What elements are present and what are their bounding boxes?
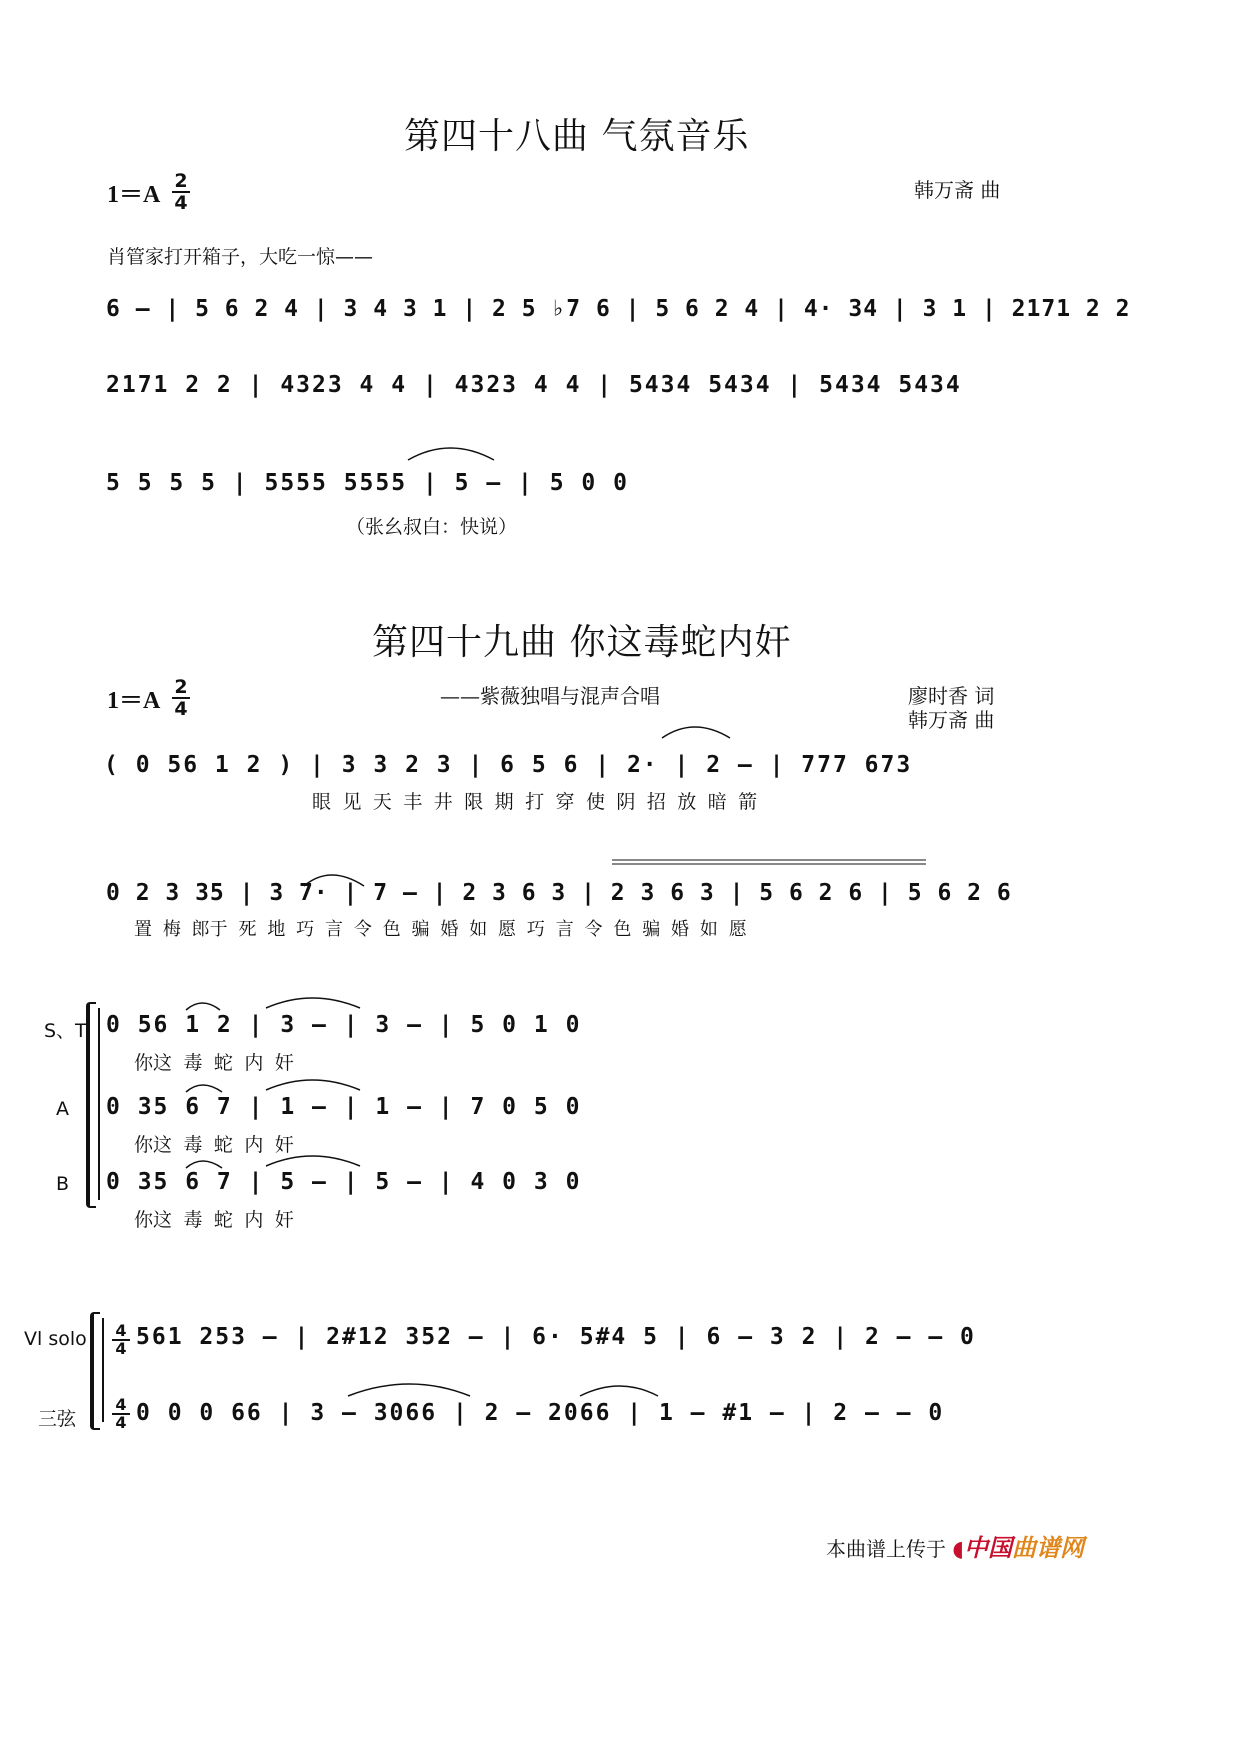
piece48-stage-note: 肖管家打开箱子，大吃一惊——: [107, 246, 374, 268]
slur-a-1: [186, 1085, 222, 1092]
site-logo-text-a: 中国: [963, 1534, 1012, 1562]
time-numerator: 4: [115, 1395, 127, 1414]
piece49-title: 第四十九曲 你这毒蛇内奸: [372, 622, 792, 663]
time-denominator: 4: [115, 1339, 127, 1358]
slur-49-a: [662, 727, 730, 738]
slur-a-2: [266, 1080, 360, 1090]
piece49-subtitle: ——紫薇独唱与混声合唱: [440, 684, 660, 708]
time-numerator: 2: [174, 676, 188, 698]
slur-b-2: [266, 1156, 360, 1166]
piece48-key: 1＝A: [107, 182, 161, 208]
piece49-key: 1＝A: [107, 688, 161, 714]
choir-part-b-notes: 0 35 6 7 | 5 – | 5 – | 4 0 3 0: [106, 1169, 582, 1195]
time-denominator: 4: [174, 192, 188, 214]
piece49-line-2: 0 2 3 35 | 3 7· | 7 – | 2 3 6 3 | 2 3 6 3 | 5 6 2 6 | 5 6 2 6: [106, 880, 1012, 906]
piece48-line-1: 6 – | 5 6 2 4 | 3 4 3 1 | 2 5 ♭7 6 | 5 6 2 4 | 4· 34 | 3 1 | 2171 2 2: [106, 296, 1131, 322]
piece49-line-1: ( 0 56 1 2 ) | 3 3 2 3 | 6 5 6 | 2· | 2 – | 777 673: [104, 752, 913, 778]
choir-part-b-lyrics: 你这 毒 蛇 内 奸: [134, 1209, 294, 1231]
site-logo-icon: ◖: [952, 1537, 964, 1562]
piece48-title: 第四十八曲 气氛音乐: [404, 116, 750, 157]
time-numerator: 2: [174, 170, 188, 192]
piece48-aside: （张幺叔白：快说）: [346, 516, 518, 538]
instrument-violin-notes: 561 253 – | 2#12 352 – | 6· 5#4 5 | 6 – 3 2 | 2 – – 0: [136, 1324, 976, 1350]
choir-part-st-lyrics: 你这 毒 蛇 内 奸: [134, 1052, 294, 1074]
slur-48-final: [408, 448, 494, 460]
footer-upload-text: 本曲谱上传于: [826, 1537, 946, 1561]
site-logo-text-b: 曲谱网: [1011, 1534, 1084, 1562]
piece48-line-3: 5 5 5 5 | 5555 5555 | 5 – | 5 0 0: [106, 470, 629, 496]
choir-part-st-label: S、T: [44, 1020, 87, 1042]
slur-st-2: [266, 998, 360, 1008]
instrument-sanxian-label: 三弦: [38, 1408, 77, 1430]
time-numerator: 4: [115, 1321, 127, 1340]
choir-part-b-label: B: [56, 1173, 70, 1195]
footer-text: [826, 1528, 1084, 1563]
slur-b-1: [186, 1161, 222, 1168]
choir-part-a-label: A: [56, 1098, 69, 1120]
choir-part-st-notes: 0 56 1 2 | 3 – | 3 – | 5 0 1 0: [106, 1012, 582, 1038]
piece49-lyrics-1: 眼 见 天 丰 井 限 期 打 穿 使 阴 招 放 暗 箭: [312, 791, 758, 813]
slur-sanxian-1: [348, 1384, 470, 1396]
piece48-line-2: 2171 2 2 | 4323 4 4 | 4323 4 4 | 5434 5434 | 5434 5434: [106, 372, 962, 398]
slur-sanxian-2: [580, 1386, 658, 1396]
slur-st-1: [186, 1003, 220, 1010]
piece48-composer: 韩万斋 曲: [914, 178, 1001, 202]
instrument-sanxian-notes: 0 0 0 66 | 3 – 3066 | 2 – 2066 | 1 – #1 – | 2 – – 0: [136, 1400, 945, 1426]
time-denominator: 4: [115, 1413, 127, 1432]
instrument-violin-label: Vl solo: [24, 1328, 87, 1350]
choir-part-a-notes: 0 35 6 7 | 1 – | 1 – | 7 0 5 0: [106, 1094, 582, 1120]
piece49-composer: 韩万斋 曲: [908, 708, 995, 732]
choir-part-a-lyrics: 你这 毒 蛇 内 奸: [134, 1134, 294, 1156]
time-denominator: 4: [174, 698, 188, 720]
piece49-lyricist: 廖时香 词: [908, 684, 995, 708]
piece49-lyrics-2: 置 梅 郎于 死 地 巧 言 令 色 骗 婚 如 愿 巧 言 令 色 骗 婚 如 愿: [134, 919, 747, 940]
slur-49-b: [304, 875, 364, 886]
